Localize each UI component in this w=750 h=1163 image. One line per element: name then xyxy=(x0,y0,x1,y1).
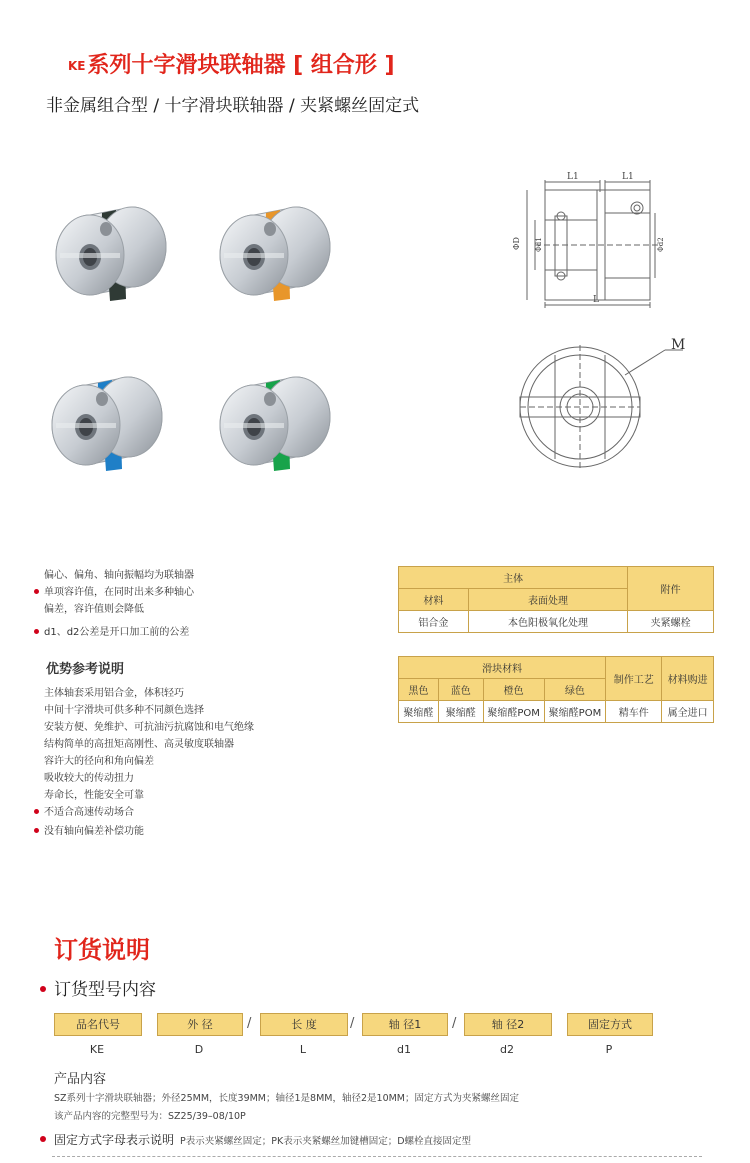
bullet-dot-icon xyxy=(40,986,46,992)
side-view-drawing xyxy=(505,168,665,308)
spec-table-slider xyxy=(398,656,714,723)
advantages-title: 优势参考说明 xyxy=(46,662,125,677)
bullet-dot-icon xyxy=(40,1136,46,1142)
bullet-dot-icon xyxy=(34,589,39,594)
label-d1: Φd1 xyxy=(535,237,543,252)
advantage-item: 安装方便、免维护、可抗油污抗腐蚀和电气绝缘 xyxy=(44,722,254,733)
color-green: 绿色 xyxy=(544,679,606,701)
advantage-item: 不适合高速传动场合 xyxy=(34,803,134,818)
product-image-green xyxy=(214,365,334,475)
cell-surface: 本色阳极氧化处理 xyxy=(468,611,627,633)
coupling-graphic xyxy=(220,207,330,301)
feature-item: 偏心、偏角、轴向振幅均为联轴器 xyxy=(44,570,194,581)
advantage-item: 容许大的径向和角向偏差 xyxy=(44,756,154,767)
field-code-length: L xyxy=(299,1043,307,1056)
header-material: 材料 xyxy=(399,589,469,611)
bullet-dot-icon xyxy=(34,828,39,833)
material-black: 聚缩醛 xyxy=(399,701,439,723)
advantage-item: 没有轴向偏差补偿功能 xyxy=(34,822,144,837)
field-box-fix: 固定方式 xyxy=(567,1013,653,1036)
field-box-length: 长 度 xyxy=(260,1013,348,1036)
coupling-graphic xyxy=(52,377,162,471)
label-outer-diameter: ΦD xyxy=(512,237,521,250)
cell-source: 属全进口 xyxy=(662,701,714,723)
page-title xyxy=(68,48,395,79)
advantage-item: 中间十字滑块可供多种不同颜色选择 xyxy=(44,705,204,716)
header-slider: 滑块材料 xyxy=(399,657,606,679)
material-blue: 聚缩醛 xyxy=(438,701,483,723)
front-view-drawing xyxy=(515,335,695,475)
cell-accessory: 夹紧螺栓 xyxy=(628,611,714,633)
field-code-name: KE xyxy=(89,1043,105,1056)
advantage-item: 结构简单的高扭矩高刚性、高灵敏度联轴器 xyxy=(44,739,234,750)
field-box-shaft2: 轴 径2 xyxy=(464,1013,552,1036)
field-code-shaft2: d2 xyxy=(500,1043,514,1056)
advantage-item: 寿命长，性能安全可靠 xyxy=(44,790,144,801)
advantage-item: 吸收较大的传动扭力 xyxy=(44,773,134,784)
material-orange: 聚缩醛POM xyxy=(483,701,544,723)
separator: / xyxy=(452,1016,457,1031)
bullet-dot-icon xyxy=(34,629,39,634)
header-process: 制作工艺 xyxy=(606,657,662,701)
color-blue: 蓝色 xyxy=(438,679,483,701)
product-content-title: 产品内容 xyxy=(54,1072,107,1087)
label-l1-left: L1 xyxy=(567,172,579,182)
label-m: M xyxy=(671,337,686,353)
title-text: 系列十字滑块联轴器 [ 组合形 ] xyxy=(87,53,395,78)
label-l1-right: L1 xyxy=(622,172,634,182)
cell-material: 铝合金 xyxy=(399,611,469,633)
separator: / xyxy=(350,1016,355,1031)
label-d2: Φd2 xyxy=(657,237,665,252)
coupling-graphic xyxy=(56,207,166,301)
order-title: 订货说明 xyxy=(54,936,150,964)
field-code-shaft1: d1 xyxy=(397,1043,411,1056)
coupling-graphic xyxy=(220,377,330,471)
order-subtitle: 订货型号内容 xyxy=(40,975,156,1000)
feature-item: 单项容许值，在同时出来多种轴心 xyxy=(34,583,194,598)
field-box-outer: 外 径 xyxy=(157,1013,243,1036)
separator: / xyxy=(247,1016,252,1031)
fix-method-title: 固定方式字母表示说明 xyxy=(54,1133,175,1147)
fix-method-desc: P表示夹紧螺丝固定；PK表示夹紧螺丝加键槽固定；D螺栓直接固定型 xyxy=(180,1136,472,1147)
color-orange: 橙色 xyxy=(483,679,544,701)
product-full-code: 该产品内容的完整型号为：SZ25/39–08/10P xyxy=(54,1111,246,1122)
field-box-shaft1: 轴 径1 xyxy=(362,1013,448,1036)
cell-process: 精车件 xyxy=(606,701,662,723)
product-description: SZ系列十字滑块联轴器；外径25MM，长度39MM；轴径1是8MM，轴径2是10MM；固定方式为夹紧螺丝固定 xyxy=(54,1093,520,1104)
advantage-item: 主体轴套采用铝合金，体积轻巧 xyxy=(44,688,184,699)
header-main: 主体 xyxy=(399,567,628,589)
product-image-blue xyxy=(46,365,166,475)
label-length: L xyxy=(593,295,599,305)
bullet-dot-icon xyxy=(34,809,39,814)
material-green: 聚缩醛POM xyxy=(544,701,606,723)
spec-table-body xyxy=(398,566,714,633)
feature-item: 偏差，容许值则会降低 xyxy=(44,604,144,615)
field-code-outer: D xyxy=(194,1043,204,1056)
field-code-fix: P xyxy=(605,1043,613,1056)
product-image-black xyxy=(50,195,170,305)
color-black: 黑色 xyxy=(399,679,439,701)
fix-method-line xyxy=(40,1131,471,1148)
divider xyxy=(52,1156,702,1157)
feature-item: d1、d2公差是开口加工前的公差 xyxy=(34,623,189,638)
header-accessory: 附件 xyxy=(628,567,714,611)
product-image-orange xyxy=(214,195,334,305)
header-surface: 表面处理 xyxy=(468,589,627,611)
page-subtitle: 非金属组合型 / 十字滑块联轴器 / 夹紧螺丝固定式 xyxy=(46,96,420,116)
field-box-name: 品名代号 xyxy=(54,1013,142,1036)
title-prefix: KE xyxy=(68,59,86,73)
header-source: 材料购进 xyxy=(662,657,714,701)
